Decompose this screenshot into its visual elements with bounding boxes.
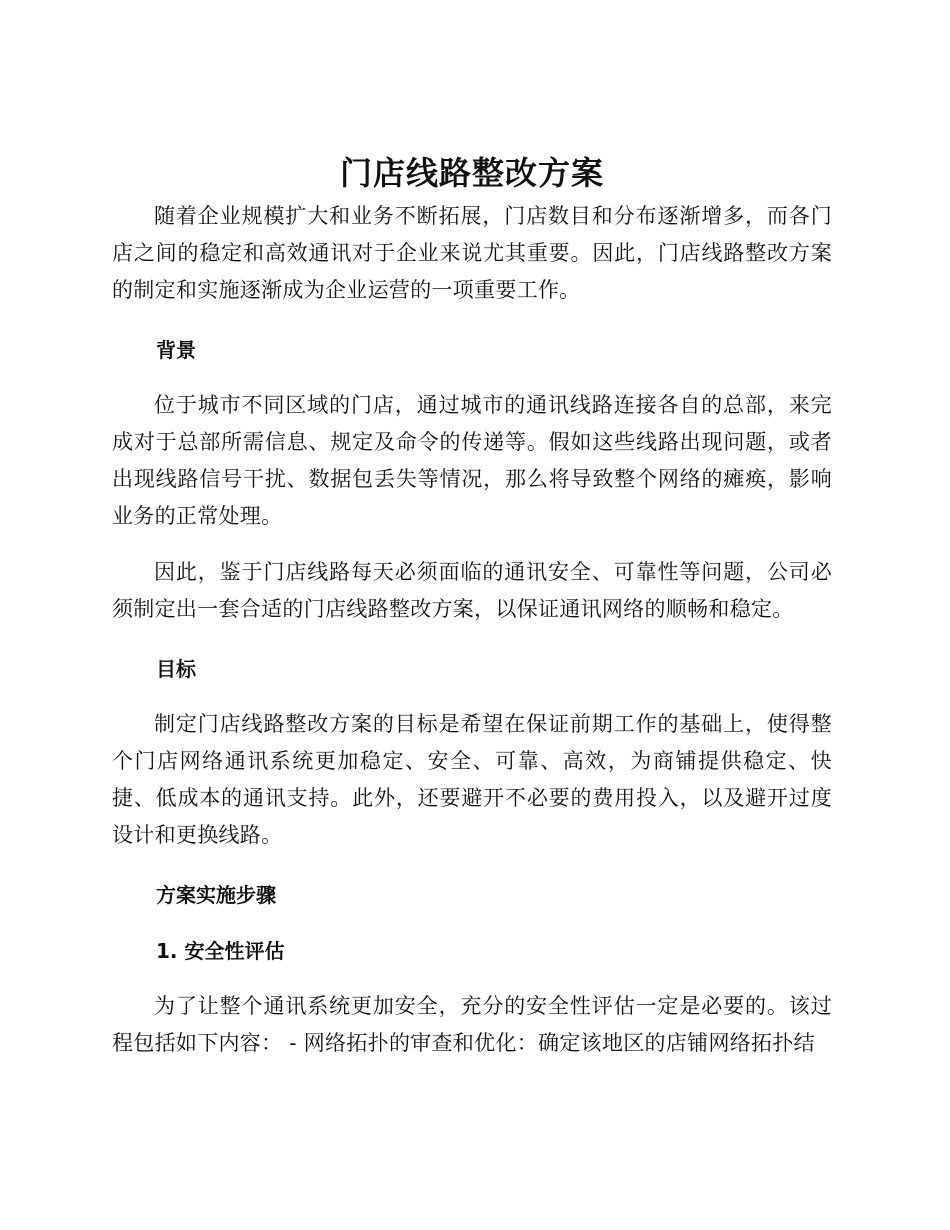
section-heading-implementation-steps: 方案实施步骤	[156, 883, 276, 907]
document-page	[112, 150, 832, 1062]
section-heading-security-assessment: 1. 安全性评估	[156, 939, 285, 963]
goal-paragraph: 制定门店线路整改方案的目标是希望在保证前期工作的基础上，使得整个门店网络通讯系统更加稳定、安全、可靠、高效，为商铺提供稳定、快捷、低成本的通讯支持。此外，还要避开不必要的费用投入，以及避开过度设计和更换线路。	[112, 712, 832, 847]
security-assessment-paragraph: 为了让整个通讯系统更加安全，充分的安全性评估一定是必要的。该过程包括如下内容： - 网络拓扑的审查和优化：确定该地区的店铺网络拓扑结	[112, 994, 832, 1055]
intro-paragraph: 随着企业规模扩大和业务不断拓展，门店数目和分布逐渐增多，而各门店之间的稳定和高效通讯对于企业来说尤其重要。因此，门店线路整改方案的制定和实施逐渐成为企业运营的一项重要工作。	[112, 204, 832, 302]
section-heading-background: 背景	[156, 338, 196, 362]
background-paragraph-2: 因此，鉴于门店线路每天必须面临的通讯安全、可靠性等问题，公司必须制定出一套合适的门店线路整改方案，以保证通讯网络的顺畅和稳定。	[112, 560, 832, 621]
section-heading-goal: 目标	[156, 657, 196, 681]
document-title: 门店线路整改方案	[339, 154, 604, 192]
background-paragraph-1: 位于城市不同区域的门店，通过城市的通讯线路连接各自的总部，来完成对于总部所需信息、规定及命令的传递等。假如这些线路出现问题，或者出现线路信号干扰、数据包丢失等情况，那么将导致整个网络的瘫痪，影响业务的正常处理。	[112, 393, 832, 528]
